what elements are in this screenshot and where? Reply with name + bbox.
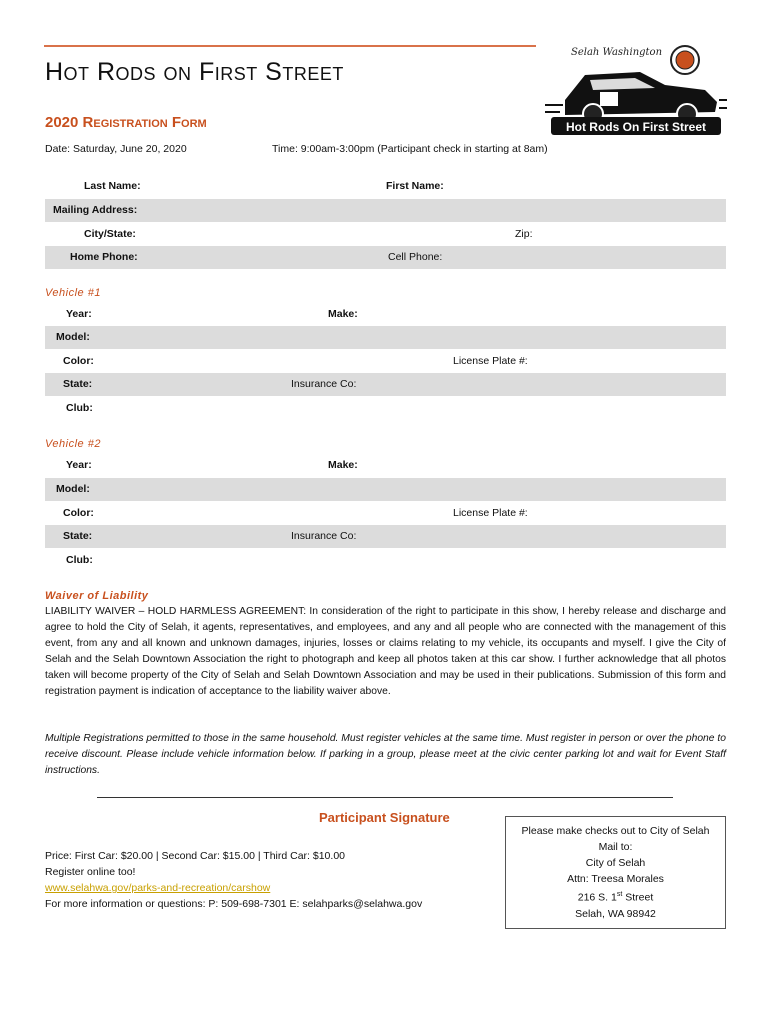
v2-row-club xyxy=(45,549,726,572)
last-name-label: Last Name: xyxy=(84,180,141,192)
zip-label: Zip: xyxy=(515,228,533,240)
vehicle1-heading: Vehicle #1 xyxy=(45,287,101,299)
row-city xyxy=(45,223,726,246)
mail-city: Selah, WA 98942 xyxy=(575,907,656,920)
hot-rods-logo xyxy=(545,40,727,145)
carshow-link[interactable]: www.selahwa.gov/parks-and-recreation/carshow xyxy=(45,882,271,894)
v2-row-color xyxy=(45,502,726,525)
pricing-block xyxy=(45,848,422,912)
logo-script-text: Selah Washington xyxy=(571,47,663,58)
v1-state-label: State: xyxy=(63,378,93,390)
event-date: Date: Saturday, June 20, 2020 xyxy=(45,143,187,155)
mail-to-label: Mail to: xyxy=(598,841,633,853)
city-state-label: City/State: xyxy=(84,228,136,240)
contact-text: For more information or questions: P: 509-698-7301 E: selahparks@selahwa.gov xyxy=(45,898,423,910)
mail-street-num: 216 S. 1 xyxy=(577,891,617,904)
row-mailing[interactable] xyxy=(45,199,726,222)
event-time: Time: 9:00am-3:00pm (Participant check in starting at 8am) xyxy=(272,143,548,155)
cell-phone-label: Cell Phone: xyxy=(388,251,443,263)
v1-row-model[interactable] xyxy=(45,326,726,349)
v2-insurance-label: Insurance Co: xyxy=(291,530,357,542)
v2-row-year xyxy=(45,454,726,477)
mail-recipient: City of Selah xyxy=(585,857,646,869)
v2-row-state[interactable] xyxy=(45,525,726,548)
logo-banner-text: Hot Rods On First Street xyxy=(565,120,707,134)
v1-insurance-label: Insurance Co: xyxy=(291,378,357,390)
v2-year-label: Year: xyxy=(66,459,92,471)
row-name xyxy=(45,175,726,198)
v2-club-label: Club: xyxy=(66,554,93,566)
top-rule xyxy=(44,45,536,47)
v1-color-label: Color: xyxy=(63,355,94,367)
mail-street-sup: st xyxy=(616,891,623,898)
mail-street xyxy=(506,887,725,906)
v1-row-year xyxy=(45,303,726,326)
vehicle2-heading: Vehicle #2 xyxy=(45,438,101,450)
register-online-text: Register online too! xyxy=(45,866,136,878)
mail-street-name: Street xyxy=(622,891,654,904)
checks-payable-text: Please make checks out to City of Selah xyxy=(521,825,710,837)
v2-state-label: State: xyxy=(63,530,93,542)
price-text: Price: First Car: $20.00 | Second Car: $15.00 | Third Car: $10.00 xyxy=(45,850,345,862)
page-title: Hot Rods on First Street xyxy=(45,58,344,86)
signature-line[interactable] xyxy=(97,797,673,798)
form-subtitle: 2020 Registration Form xyxy=(45,114,207,131)
first-name-label: First Name: xyxy=(386,180,444,192)
v1-club-label: Club: xyxy=(66,402,93,414)
v1-model-label: Model: xyxy=(56,331,90,343)
signature-label: Participant Signature xyxy=(319,810,450,825)
v1-row-state[interactable] xyxy=(45,373,726,396)
mail-attn: Attn: Treesa Morales xyxy=(567,873,664,885)
v2-make-label: Make: xyxy=(328,459,358,471)
v1-year-label: Year: xyxy=(66,308,92,320)
mail-to-box xyxy=(505,816,726,929)
v1-make-label: Make: xyxy=(328,308,358,320)
v1-license-label: License Plate #: xyxy=(453,355,528,367)
row-phone[interactable] xyxy=(45,246,726,269)
v2-color-label: Color: xyxy=(63,507,94,519)
mailing-address-label: Mailing Address: xyxy=(53,204,138,216)
waiver-heading: Waiver of Liability xyxy=(45,590,149,602)
v2-model-label: Model: xyxy=(56,483,90,495)
waiver-text: LIABILITY WAIVER – HOLD HARMLESS AGREEMENT: In consideration of the right to participate in this show, I hereby release and discharge and agree to hold the City of Selah, it agents, representatives, and employees, and any and all people who are connected with the management of this event, from any and all known and unknown damages, injuries, losses or claims relating to my vehicle, its occupants and myself. I give the City of Selah and the Selah Downtown Association the right to photograph and keep all photos taken at this car show. I further acknowledge that all photos taken will become property of the City of Selah and Selah Downtown Association and may be used in their publications. Submission of this form and registration payment is indication of acceptance to the liability waiver above. xyxy=(45,606,726,697)
v1-row-color xyxy=(45,350,726,373)
v1-row-club xyxy=(45,397,726,420)
v2-license-label: License Plate #: xyxy=(453,507,528,519)
v2-row-model[interactable] xyxy=(45,478,726,501)
home-phone-label: Home Phone: xyxy=(70,251,138,263)
multiple-registrations-text: Multiple Registrations permitted to those in the same household. Must register vehicles at the same time. Must register in person or over the phone to receive discount. Please include vehicle information below. If parking in a group, please meet at the civic center parking lot and wait for Event Staff instructions. xyxy=(45,733,726,776)
